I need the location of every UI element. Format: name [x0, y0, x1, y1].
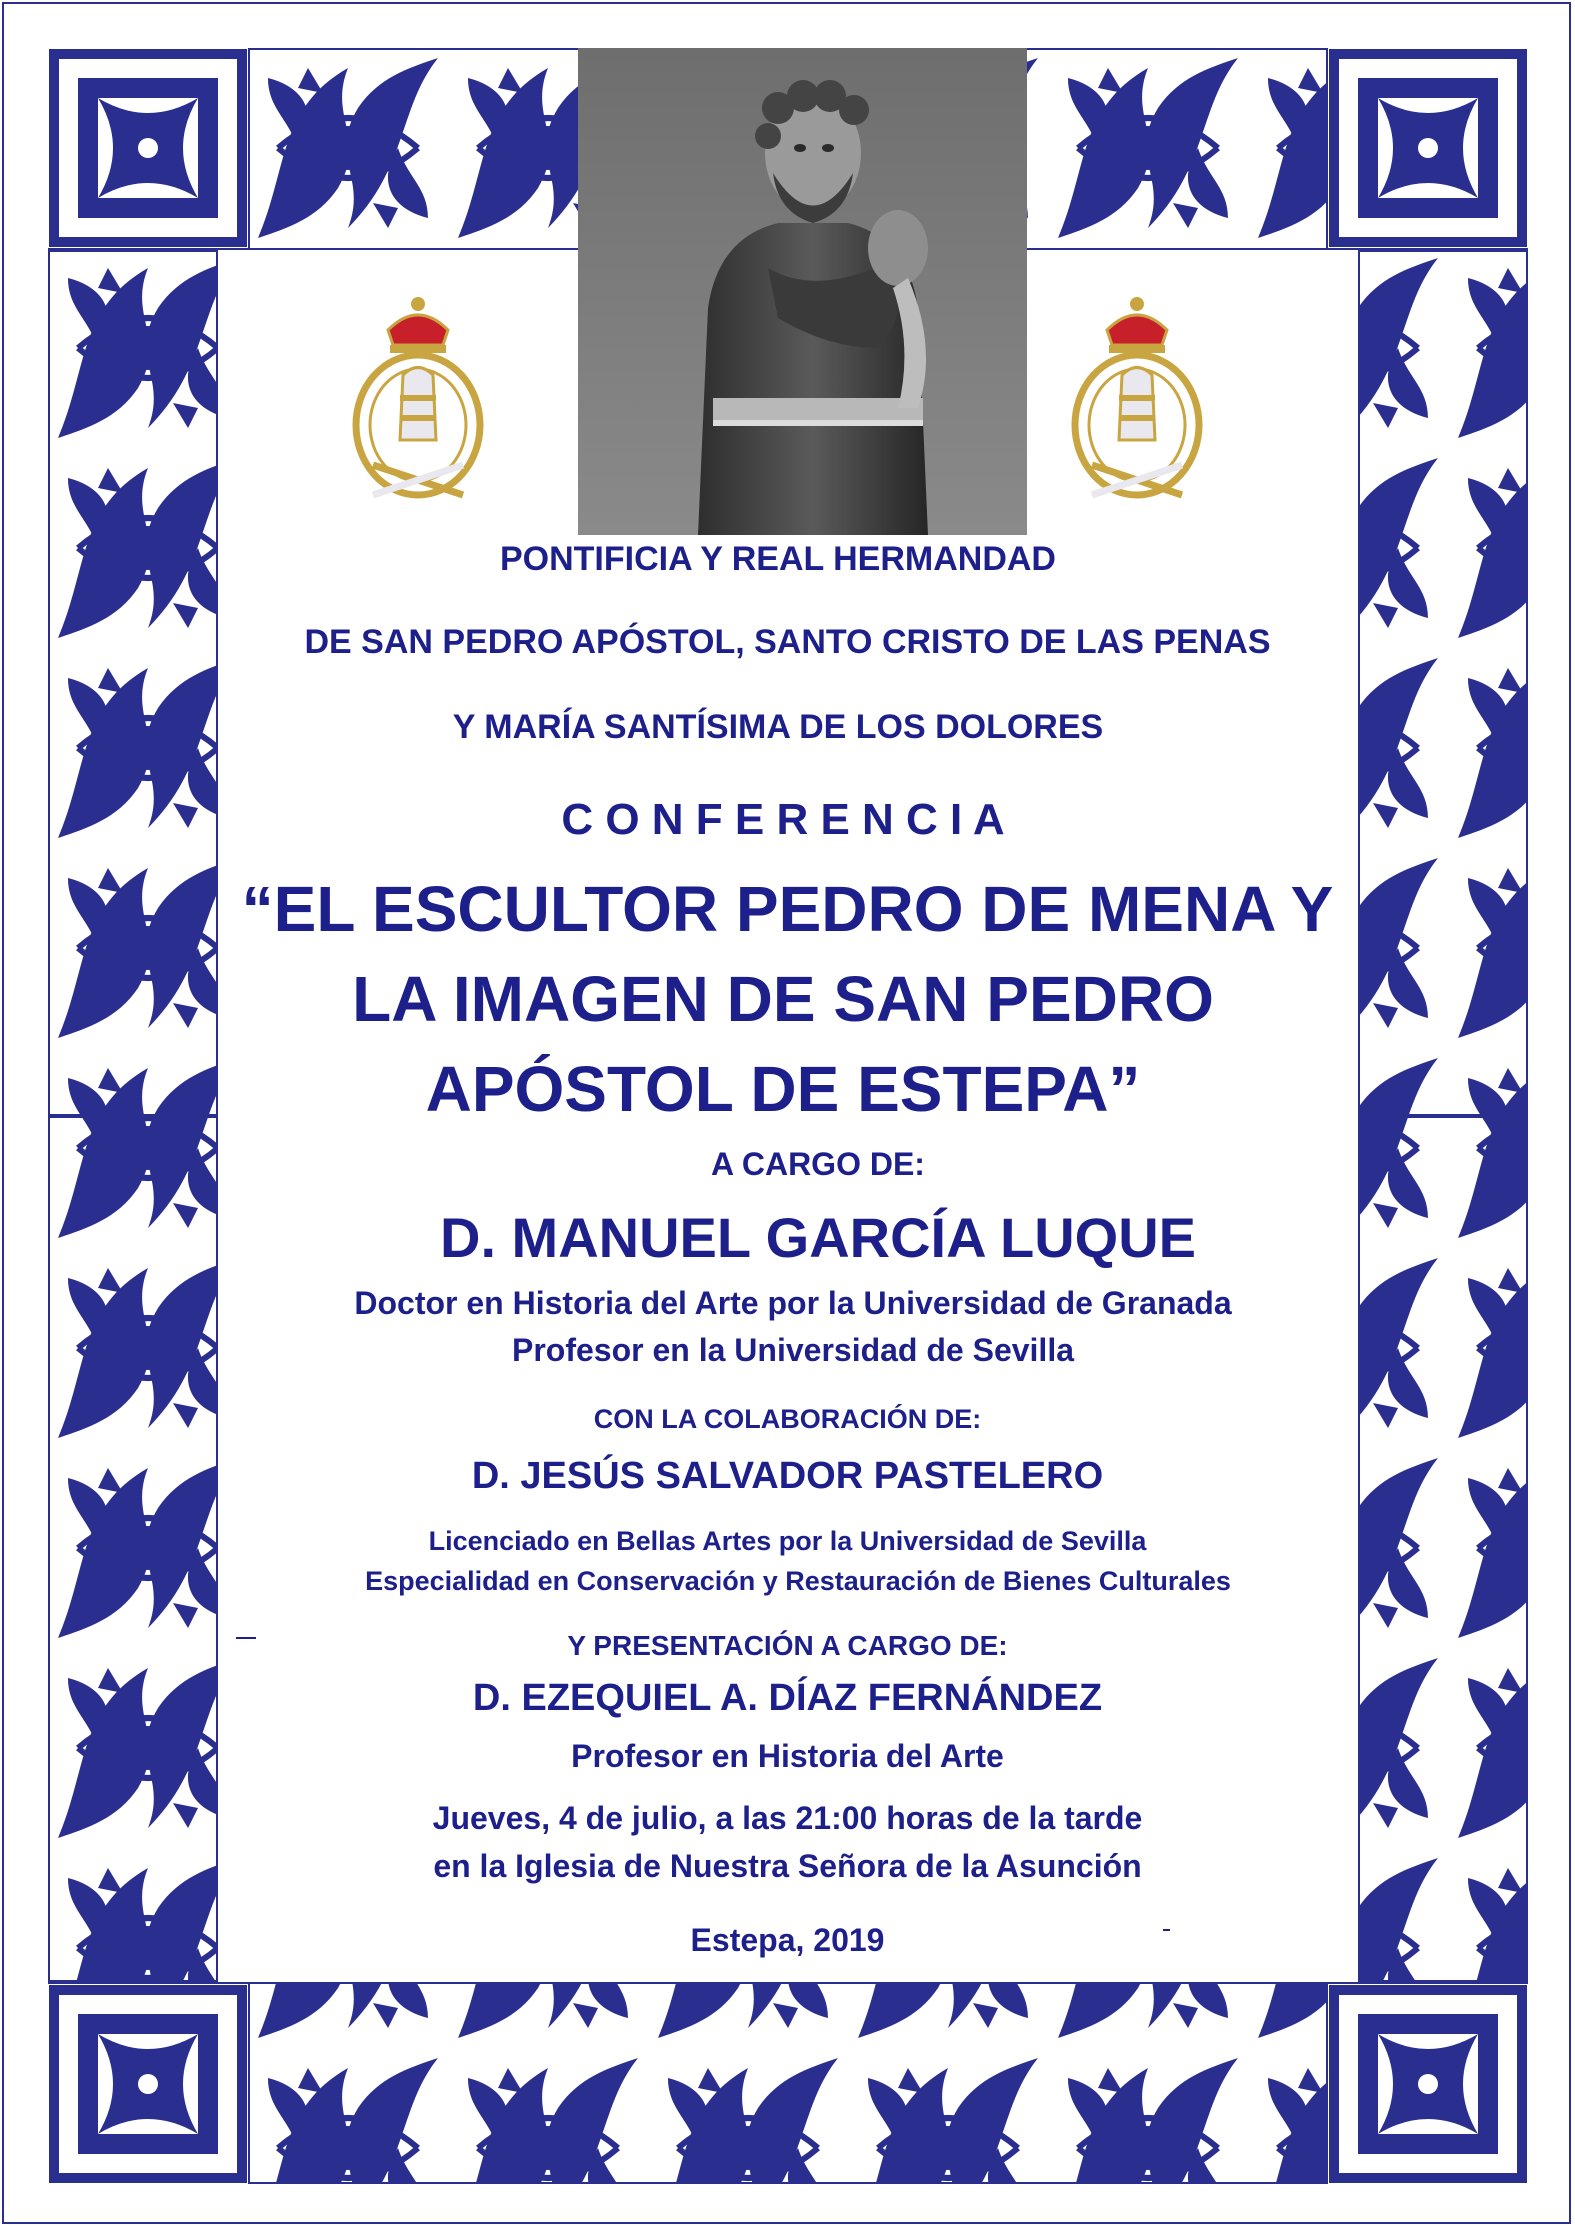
collaborator-name: D. JESÚS SALVADOR PASTELERO	[471, 1455, 1104, 1497]
event-venue: en la Iglesia de Nuestra Señora de la Asunción	[433, 1848, 1142, 1884]
saint-peter-sculpture-photo	[578, 48, 1027, 535]
brotherhood-name-line-2: DE SAN PEDRO APÓSTOL, SANTO CRISTO DE LAS PENAS	[304, 623, 1271, 661]
presenter-credential: Profesor en Historia del Arte	[571, 1738, 1004, 1774]
speaker-credential-1: Doctor en Historia del Arte por la Universidad de Granada	[354, 1285, 1232, 1321]
conference-title-line-3: APÓSTOL DE ESTEPA”	[425, 1053, 1141, 1125]
collaborator-credential-1: Licenciado en Bellas Artes por la Universidad de Sevilla	[428, 1526, 1147, 1556]
presenter-name: D. EZEQUIEL A. DÍAZ FERNÁNDEZ	[472, 1677, 1103, 1719]
corner-tile-bottom-right	[1328, 1984, 1528, 2184]
collaborator-intro: CON LA COLABORACIÓN DE:	[593, 1404, 982, 1434]
corner-tile-top-left	[48, 48, 248, 248]
place-and-year: Estepa, 2019	[690, 1922, 885, 1958]
event-datetime: Jueves, 4 de julio, a las 21:00 horas de la tarde	[432, 1800, 1143, 1836]
speaker-name: D. MANUEL GARCÍA LUQUE	[440, 1206, 1196, 1269]
corner-tile-bottom-left	[48, 1984, 248, 2184]
brotherhood-name-line-1: PONTIFICIA Y REAL HERMANDAD	[499, 540, 1056, 578]
presenter-intro: Y PRESENTACIÓN A CARGO DE:	[567, 1630, 1008, 1661]
speaker-intro: A CARGO DE:	[711, 1146, 925, 1182]
speaker-credential-2: Profesor en la Universidad de Sevilla	[512, 1332, 1074, 1368]
collaborator-credential-2: Especialidad en Conservación y Restauración de Bienes Culturales	[365, 1566, 1231, 1596]
stray-mark-right	[1163, 1929, 1170, 1931]
brotherhood-crest-left	[338, 290, 498, 510]
brotherhood-crest-right	[1057, 290, 1217, 510]
conference-title-line-2: LA IMAGEN DE SAN PEDRO	[352, 963, 1214, 1035]
stray-mark-left	[236, 1637, 256, 1639]
brotherhood-name-line-3: Y MARÍA SANTÍSIMA DE LOS DOLORES	[452, 708, 1104, 746]
corner-tile-top-right	[1328, 48, 1528, 248]
conference-title-line-1: “EL ESCULTOR PEDRO DE MENA Y	[241, 873, 1334, 945]
event-type-heading: C O N F E R E N C I A	[561, 795, 1005, 844]
